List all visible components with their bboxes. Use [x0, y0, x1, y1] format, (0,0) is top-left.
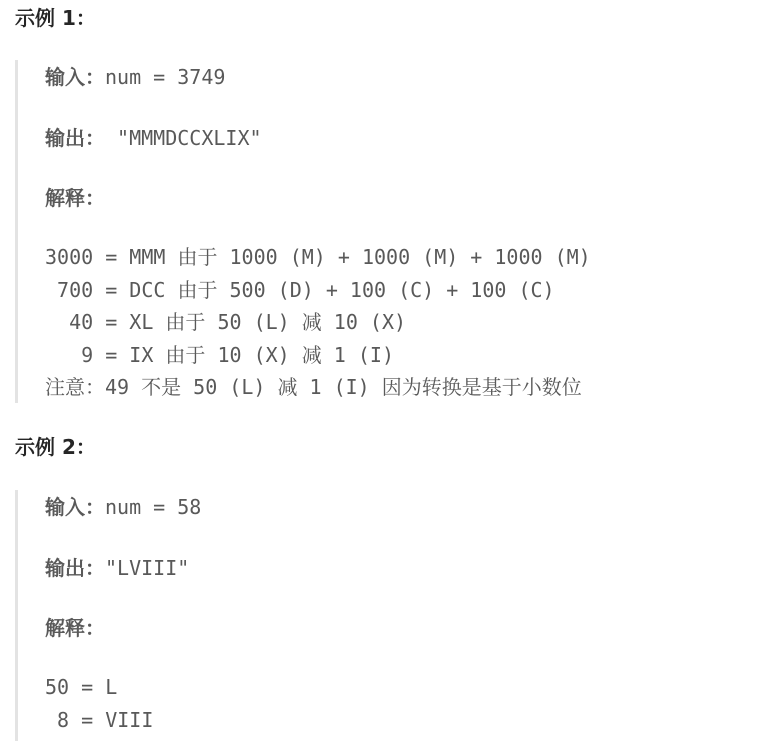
- input-label: 输入：: [45, 65, 105, 89]
- input-label: 输入：: [45, 495, 105, 519]
- explain-text-line: 50 = L: [45, 675, 118, 699]
- example-1-explain-line: [45, 184, 105, 212]
- explain-text-line: 3000 = MMM 由于 1000 (M) + 1000 (M) + 1000 (M): [45, 245, 591, 269]
- example-2-block: [15, 490, 750, 741]
- output-label: 输出：: [45, 126, 105, 150]
- example-1-input-line: [45, 63, 225, 91]
- input-value: num = 58: [105, 495, 202, 519]
- output-label: 输出：: [45, 556, 105, 580]
- explain-text-line: 8 = VIII: [45, 708, 154, 732]
- example-1-title: 示例 1：: [15, 6, 96, 30]
- explain-note-line: 注意：49 不是 50 (L) 减 1 (I) 因为转换是基于小数位: [45, 375, 582, 399]
- example-2-output-line: [45, 554, 189, 582]
- explain-text-line: 9 = IX 由于 10 (X) 减 1 (I): [45, 343, 394, 367]
- output-value: "LVIII": [105, 556, 190, 580]
- example-1-block: [15, 60, 750, 403]
- output-value: "MMMDCCXLIX": [105, 126, 262, 150]
- explain-label: 解释：: [45, 186, 105, 210]
- example-1-output-line: [45, 124, 262, 152]
- explain-text-line: 40 = XL 由于 50 (L) 减 10 (X): [45, 310, 407, 334]
- explain-text-line: 700 = DCC 由于 500 (D) + 100 (C) + 100 (C): [45, 278, 555, 302]
- input-value: num = 3749: [105, 65, 226, 89]
- explain-label: 解释：: [45, 616, 105, 640]
- example-2-title: 示例 2：: [15, 435, 96, 459]
- example-2-input-line: [45, 493, 201, 521]
- example-2-explain-line: [45, 614, 105, 642]
